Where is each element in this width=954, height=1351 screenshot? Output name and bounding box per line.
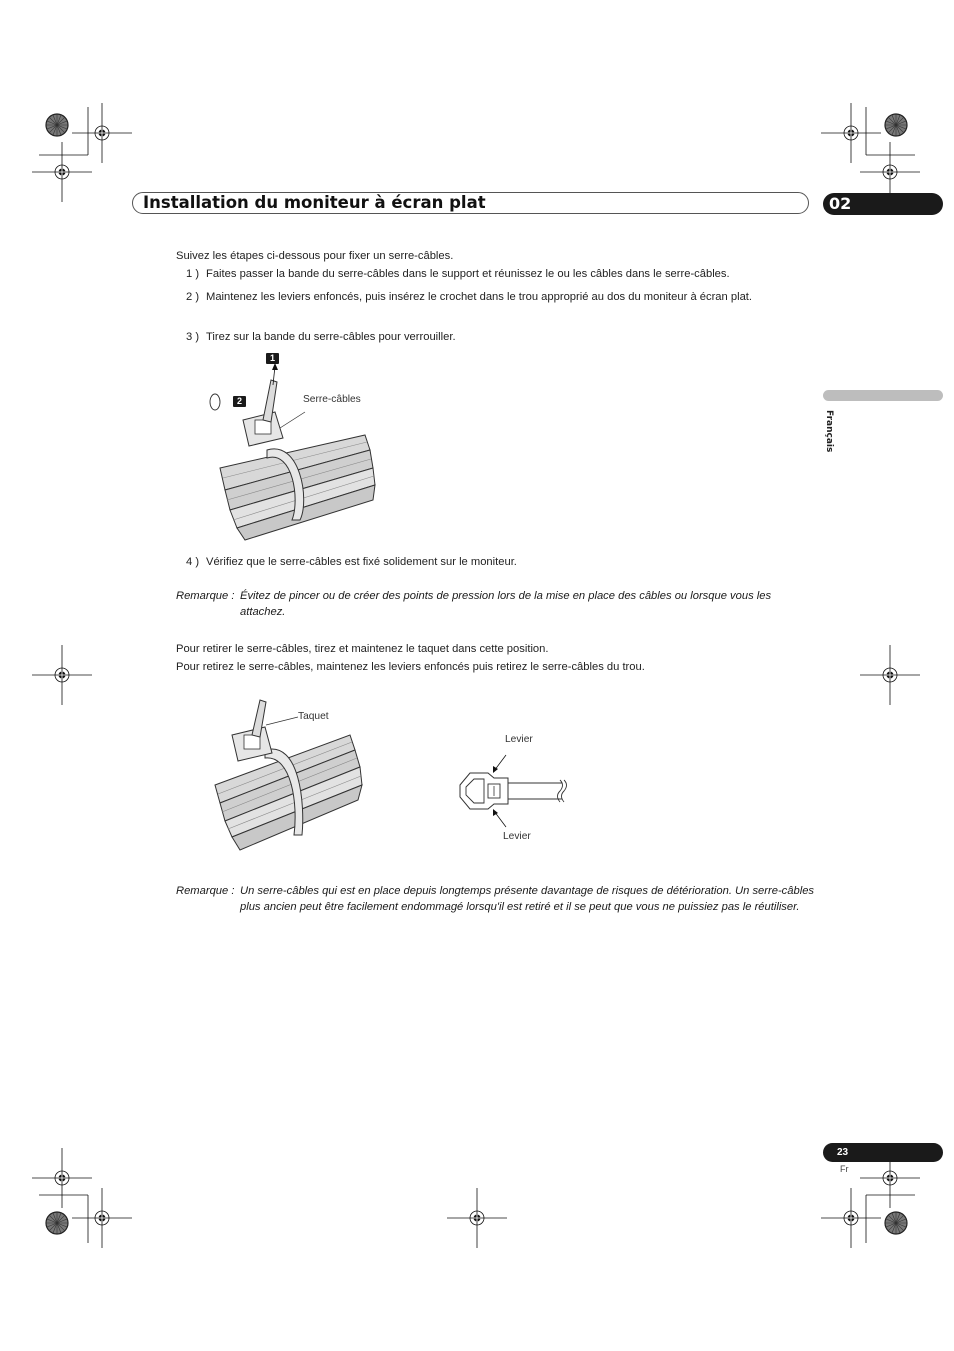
page-number: 23 <box>823 1143 943 1162</box>
label-serre-cables: Serre-câbles <box>303 394 361 405</box>
step-1 <box>186 267 812 282</box>
remark-1 <box>176 589 816 620</box>
step-number: 4 ) <box>186 556 200 568</box>
label-levier-top: Levier <box>505 734 533 745</box>
label-taquet: Taquet <box>298 711 329 722</box>
step-badge-1: 1 <box>266 353 279 364</box>
step-4 <box>186 555 812 570</box>
step-badge-2: 2 <box>233 396 246 407</box>
step-text: Vérifiez que le serre-câbles est fixé solidement sur le moniteur. <box>206 556 517 568</box>
step-number: 3 ) <box>186 331 200 343</box>
removal-text-1: Pour retirer le serre-câbles, tirez et maintenez le taquet dans cette position. <box>176 643 549 655</box>
remark-text: Un serre-câbles qui est en place depuis longtemps présente davantage de risques de détérioration. Un serre-câbles plus ancien peut être facilement endommagé lorsqu'il est retiré et il se peut que vous ne puissiez pas le réutiliser. <box>240 885 815 913</box>
remark-label: Remarque : <box>176 590 235 602</box>
language-tab <box>823 390 943 401</box>
step-3 <box>186 330 812 345</box>
step-number: 1 ) <box>186 268 200 280</box>
lever-detail-illustration <box>450 745 580 835</box>
cable-tie-tab-illustration <box>210 695 380 855</box>
step-2 <box>186 290 812 305</box>
step-number: 2 ) <box>186 291 200 303</box>
step-text: Maintenez les leviers enfoncés, puis insérez le crochet dans le trou approprié au dos du moniteur à écran plat. <box>206 291 753 303</box>
label-levier-bottom: Levier <box>503 831 531 842</box>
cable-tie-illustration <box>205 350 385 550</box>
chapter-badge: 02 <box>823 193 943 215</box>
remark-2 <box>176 884 816 915</box>
remark-label: Remarque : <box>176 885 235 897</box>
page-language-code: Fr <box>840 1164 849 1174</box>
language-label: Français <box>824 410 834 453</box>
step-text: Tirez sur la bande du serre-câbles pour verrouiller. <box>206 331 456 343</box>
step-text: Faites passer la bande du serre-câbles dans le support et réunissez le ou les câbles dans le serre-câbles. <box>206 268 730 280</box>
intro-text: Suivez les étapes ci-dessous pour fixer un serre-câbles. <box>176 250 454 262</box>
removal-text-2: Pour retirez le serre-câbles, maintenez les leviers enfoncés puis retirez le serre-câbles du trou. <box>176 661 645 673</box>
page-title: Installation du moniteur à écran plat <box>143 193 486 212</box>
remark-text: Évitez de pincer ou de créer des points de pression lors de la mise en place des câbles ou lorsque vous les attachez. <box>240 590 772 618</box>
